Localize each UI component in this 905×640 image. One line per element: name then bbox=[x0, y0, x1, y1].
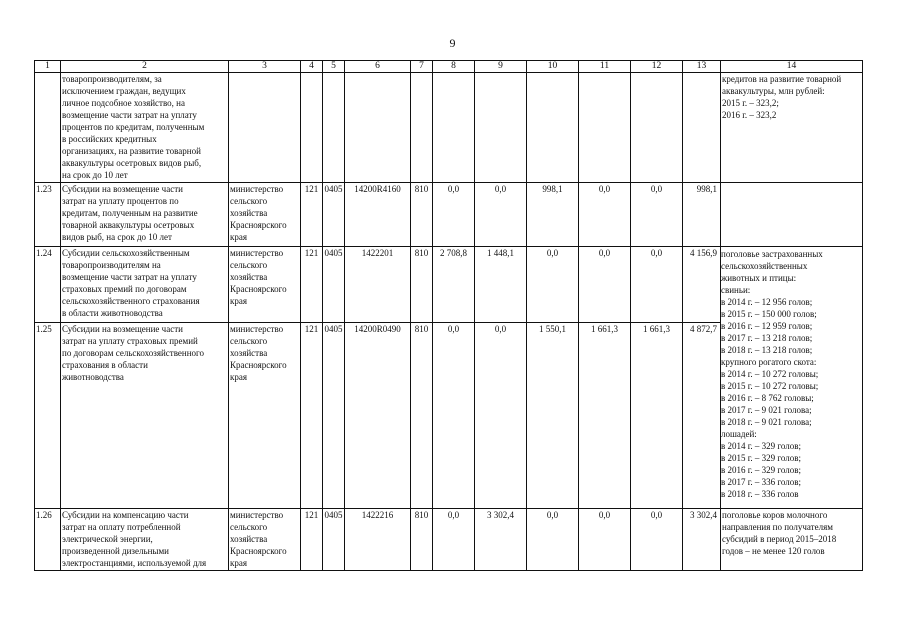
code-cell: 0405 bbox=[323, 323, 345, 509]
table-row bbox=[35, 183, 863, 247]
value-cell: 1 661,3 bbox=[631, 323, 683, 509]
header-cell: 2 bbox=[61, 61, 229, 73]
code-cell: 1422201 bbox=[345, 247, 411, 323]
value-cell: 0,0 bbox=[475, 323, 527, 509]
value-cell: 0,0 bbox=[527, 247, 579, 323]
code-cell: 810 bbox=[411, 323, 433, 509]
row-number: 1.26 bbox=[35, 509, 61, 571]
header-cell: 10 bbox=[527, 61, 579, 73]
value-cell: 0,0 bbox=[433, 323, 475, 509]
executor-cell: министерство сельского хозяйства Красноярского края bbox=[229, 509, 301, 571]
code-cell: 1422216 bbox=[345, 509, 411, 571]
code-cell: 0405 bbox=[323, 183, 345, 247]
value-cell: 0,0 bbox=[579, 183, 631, 247]
code-cell: 810 bbox=[411, 183, 433, 247]
value-cell: 1 448,1 bbox=[475, 247, 527, 323]
value-cell: 0,0 bbox=[631, 509, 683, 571]
row-name-cell: товаропроизводителям, за исключением граждан, ведущих личное подсобное хозяйство, на возмещение части затрат на уплату процентов по кредитам, полученным в российских кредитных организациях, на развитие товарной аквакультуры осетровых видов рыб, на срок до 10 лет bbox=[61, 73, 229, 183]
code-cell: 810 bbox=[411, 247, 433, 323]
header-cell: 5 bbox=[323, 61, 345, 73]
code-cell: 121 bbox=[301, 183, 323, 247]
value-cell: 1 661,3 bbox=[579, 323, 631, 509]
code-cell: 121 bbox=[301, 247, 323, 323]
header-cell: 12 bbox=[631, 61, 683, 73]
code-cell: 810 bbox=[411, 509, 433, 571]
value-cell: 0,0 bbox=[631, 183, 683, 247]
row-name-cell: Субсидии сельскохозяйственным товаропроизводителям на возмещение части затрат на уплату страховых премий по договорам сельскохозяйственного страхования в области животноводства bbox=[61, 247, 229, 323]
value-cell: 4 156,9 bbox=[683, 247, 721, 323]
value-cell: 0,0 bbox=[527, 509, 579, 571]
code-cell: 0405 bbox=[323, 509, 345, 571]
page-number: 9 bbox=[449, 36, 456, 50]
value-cell: 4 872,7 bbox=[683, 323, 721, 509]
row-name-cell: Субсидии на возмещение части затрат на уплату страховых премий по договорам сельскохозяйственного страхования в области животноводства bbox=[61, 323, 229, 509]
executor-cell: министерство сельского хозяйства Красноярского края bbox=[229, 323, 301, 509]
header-cell: 14 bbox=[721, 61, 863, 73]
row-name-cell: Субсидии на возмещение части затрат на уплату процентов по кредитам, полученным на развитие товарной аквакультуры осетровых видов рыб, на срок до 10 лет bbox=[61, 183, 229, 247]
row-number: 1.23 bbox=[35, 183, 61, 247]
table-row bbox=[35, 73, 863, 183]
value-cell: 2 708,8 bbox=[433, 247, 475, 323]
value-cell: 0,0 bbox=[475, 183, 527, 247]
value-cell: 998,1 bbox=[683, 183, 721, 247]
result-cell: кредитов на развитие товарной аквакультуры, млн рублей: 2015 г. – 323,2; 2016 г. – 323,2 bbox=[721, 73, 863, 183]
value-cell: 1 550,1 bbox=[527, 323, 579, 509]
executor-cell: министерство сельского хозяйства Красноярского края bbox=[229, 183, 301, 247]
header-cell: 4 bbox=[301, 61, 323, 73]
header-cell: 13 bbox=[683, 61, 721, 73]
table-row bbox=[35, 509, 863, 571]
value-cell: 998,1 bbox=[527, 183, 579, 247]
result-cell: поголовье коров молочного направления по получателям субсидий в период 2015–2018 годов – не менее 120 голов bbox=[721, 509, 863, 571]
value-cell: 3 302,4 bbox=[475, 509, 527, 571]
header-cell: 9 bbox=[475, 61, 527, 73]
executor-cell: министерство сельского хозяйства Красноярского края bbox=[229, 247, 301, 323]
header-row bbox=[35, 61, 863, 73]
value-cell: 0,0 bbox=[433, 509, 475, 571]
code-cell: 121 bbox=[301, 509, 323, 571]
value-cell: 0,0 bbox=[631, 247, 683, 323]
code-cell: 14200R4160 bbox=[345, 183, 411, 247]
row-number: 1.24 bbox=[35, 247, 61, 323]
code-cell: 14200R0490 bbox=[345, 323, 411, 509]
header-cell: 6 bbox=[345, 61, 411, 73]
header-cell: 11 bbox=[579, 61, 631, 73]
row-number: 1.25 bbox=[35, 323, 61, 509]
header-cell: 3 bbox=[229, 61, 301, 73]
header-cell: 8 bbox=[433, 61, 475, 73]
merged-result-text: поголовье застрахованных сельскохозяйственных животных и птицы: свиньи: в 2014 г. – 12 956 голов; в 2015 г. – 150 000 голов; в 2016 г. – 12 959 голов; в 2017 г. – 13 218 голов; в 2018 г. – 13 218 голов; крупного рогатого скота: в 2014 г. – 10 272 головы; в 2015 г. – 10 272 головы; в 2016 г. – 8 762 головы; в 2017 г. – 9 021 голова; в 2018 г. – 9 021 голова; лошадей: в 2014 г. – 329 голов; в 2015 г. – 329 голов; в 2016 г. – 329 голов; в 2017 г. – 336 голов; в 2018 г. – 336 голов bbox=[721, 249, 823, 499]
header-cell: 7 bbox=[411, 61, 433, 73]
code-cell: 0405 bbox=[323, 247, 345, 323]
value-cell: 3 302,4 bbox=[683, 509, 721, 571]
row-name-cell: Субсидии на компенсацию части затрат на оплату потребленной электрической энергии, произведенной дизельными электростанциями, используемой для bbox=[61, 509, 229, 571]
header-cell: 1 bbox=[35, 61, 61, 73]
code-cell: 121 bbox=[301, 323, 323, 509]
value-cell: 0,0 bbox=[433, 183, 475, 247]
value-cell: 0,0 bbox=[579, 509, 631, 571]
result-cell bbox=[721, 183, 863, 247]
value-cell: 0,0 bbox=[579, 247, 631, 323]
